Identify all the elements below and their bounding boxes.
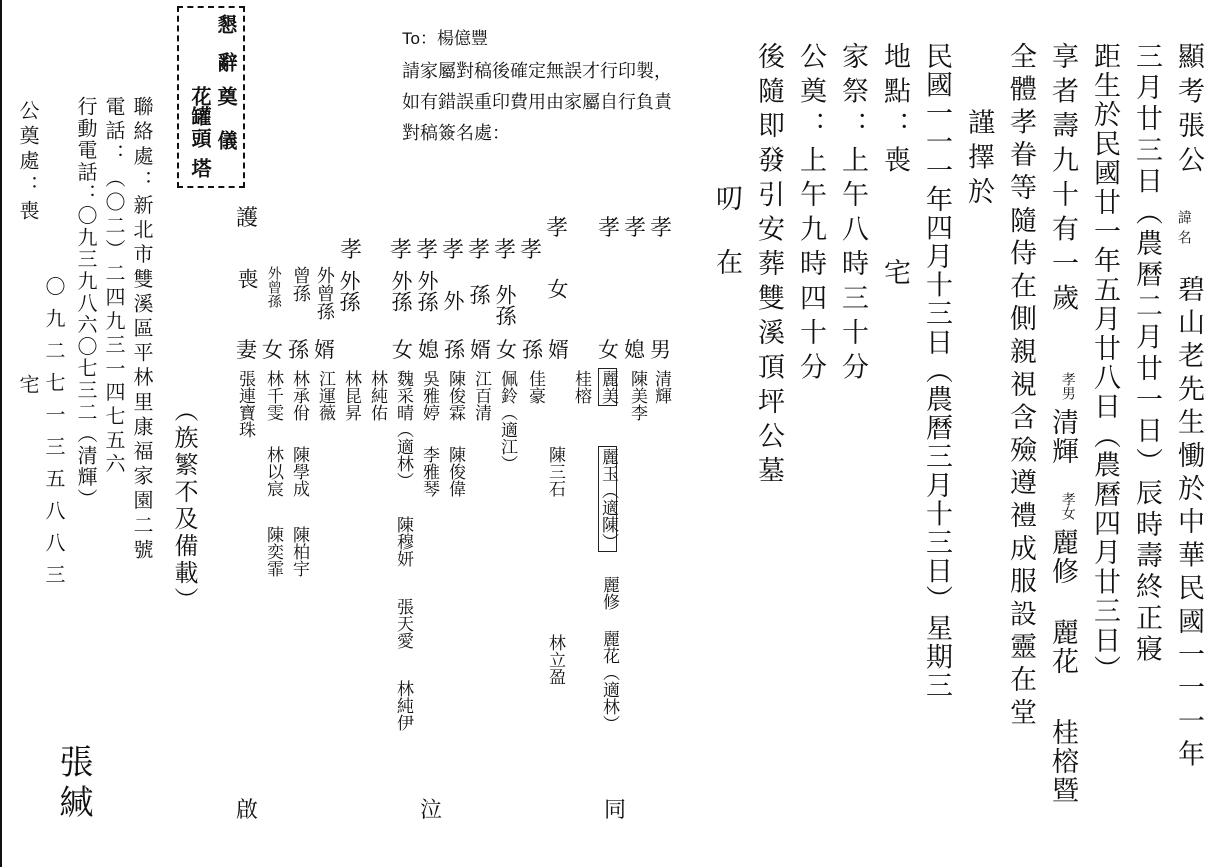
- role-top-8: 孝: [442, 238, 465, 263]
- name-23: 李雅琴: [419, 446, 439, 497]
- role-mid-8: 外曾孫: [313, 266, 335, 320]
- name-18: 麗修: [599, 576, 619, 610]
- main-col-5: 全體孝眷等隨侍在側親視含殮遵禮成服設靈在堂: [1005, 42, 1036, 731]
- note-to: To：楊億豐: [402, 29, 488, 48]
- name-11: 林純佑: [367, 370, 387, 421]
- name-17: 麗玉（適陳）: [598, 448, 618, 550]
- main-col-9: 家祭：上午八時三十分: [837, 42, 868, 387]
- signer-name: 張緘: [53, 744, 93, 824]
- name-15: 林千雯: [263, 370, 283, 421]
- name-24: 陳穆妍: [393, 516, 413, 567]
- role-bottom-10: 女: [392, 338, 413, 362]
- left-edge-line: [0, 0, 2, 867]
- role-top-12: 護: [236, 206, 259, 231]
- role-mid-5: 外孫: [415, 270, 439, 312]
- role-bottom-2: 媳: [624, 338, 645, 362]
- role-top-9: 孝: [416, 238, 439, 263]
- role-mid-3: 孫: [467, 284, 491, 305]
- role-top-4: 孝: [546, 216, 569, 241]
- role-bottom-12: 孫: [288, 338, 309, 362]
- name-1: 清輝: [651, 370, 671, 404]
- name-27: 陳學成: [289, 446, 309, 497]
- main-col-4-son: 清輝: [1047, 408, 1078, 466]
- label-son: 孝男: [1059, 372, 1076, 400]
- note-line-3: 對稿簽名處：: [402, 123, 510, 143]
- main-col-1b: 碧山老先生慟於中華民國一一一年: [1173, 275, 1204, 773]
- note-line-2: 如有錯誤重印費用由家屬自行負責: [402, 92, 672, 112]
- decline-offerings-text-4: 花罐: [188, 86, 212, 126]
- name-29: 林以宸: [263, 446, 283, 497]
- main-col-1: 顯考張公: [1173, 42, 1204, 180]
- role-mid-6: 外孫: [389, 270, 413, 312]
- main-col-12b: 在: [711, 248, 742, 283]
- role-bottom-3: 女: [598, 338, 619, 362]
- name-7: 江百清: [471, 370, 491, 421]
- name-5: 佳豪: [525, 370, 545, 404]
- decline-offerings-text-3: 奠儀: [214, 86, 238, 174]
- main-col-7: 民國一一一年四月十三日（農曆三月十三日）星期三: [921, 42, 952, 700]
- name-13: 江運薇: [315, 370, 335, 421]
- name-4: 桂榕: [571, 370, 591, 404]
- role-top-6: 孝: [494, 238, 517, 263]
- decline-offerings-text-2: 辭: [214, 52, 238, 76]
- main-col-4-dau2: 麗花: [1047, 618, 1078, 676]
- name-22: 陳俊偉: [445, 446, 465, 497]
- role-mid-1: 女: [545, 278, 569, 299]
- name-12: 林昆昇: [341, 370, 361, 421]
- role-bottom-13: 女: [262, 338, 283, 362]
- main-col-4-dau1: 麗修: [1047, 528, 1078, 586]
- role-bottom-14: 妻: [236, 338, 257, 362]
- role-bottom-6: 女: [496, 338, 517, 362]
- decline-offerings-text-6: 塔: [188, 158, 212, 178]
- name-19: 麗花（適林）: [599, 630, 619, 732]
- name-6: 佩鈴（適江）: [497, 370, 517, 472]
- role-bottom-5: 孫: [522, 338, 543, 362]
- name-21: 林立盈: [545, 634, 565, 685]
- contact-memorial-2: 〇九二七一三五八八三: [42, 276, 66, 596]
- name-9: 吳雅婷: [419, 370, 439, 421]
- name-20: 陳三石: [545, 446, 565, 497]
- main-col-2: 三月廿三日（農曆二月廿一日）辰時壽終正寢: [1131, 42, 1162, 666]
- main-col-8a: 地點：喪: [879, 42, 910, 180]
- label-daughter: 孝女: [1059, 492, 1076, 520]
- name-16: 張連寶珠: [235, 370, 255, 438]
- decline-offerings-text-5: 頭: [188, 128, 212, 148]
- role-mid-9: 曾孫: [289, 266, 311, 302]
- main-col-4-rest: 桂榕暨: [1047, 718, 1078, 805]
- role-mid-11: 喪: [235, 268, 259, 289]
- label-taboo-name: 諱名: [1175, 210, 1192, 250]
- bottom-word-announce: 啟: [236, 798, 259, 823]
- contact-phone: 電話：（〇二）二四九三一四七五六: [102, 96, 126, 477]
- role-top-2: 孝: [624, 216, 647, 241]
- contact-mobile: 行動電話：〇九三九八六〇七三二（清輝）: [74, 96, 98, 511]
- contact-memorial: 公奠處：喪: [16, 100, 40, 225]
- name-14: 林承佾: [289, 370, 309, 421]
- role-top-7: 孝: [468, 238, 491, 263]
- role-bottom-9: 媳: [418, 338, 439, 362]
- role-top-11: 孝: [340, 238, 363, 263]
- role-bottom-11: 婿: [314, 338, 335, 362]
- name-26: 林純伊: [393, 680, 413, 731]
- role-mid-2: 外孫: [493, 284, 517, 326]
- name-28: 陳柏宇: [289, 526, 309, 577]
- main-col-3: 距生於民國廿一年五月廿八日（農曆四月廿三日）: [1089, 42, 1120, 685]
- bottom-word-weep: 泣: [420, 798, 443, 823]
- role-top-3: 孝: [598, 216, 621, 241]
- name-8: 陳俊霖: [445, 370, 465, 421]
- role-top-1: 孝: [650, 216, 673, 241]
- name-2: 陳美李: [627, 370, 647, 421]
- main-col-10: 公奠：上午九時四十分: [795, 42, 826, 387]
- role-top-5: 孝: [520, 238, 543, 263]
- main-col-4a: 享者壽九十有一歲: [1047, 42, 1078, 318]
- contact-address: 聯絡處：新北市雙溪區平林里康福家園二號: [130, 96, 154, 564]
- name-3: 麗美: [598, 370, 618, 404]
- note-line-1: 請家屬對稿後確定無誤才行印製，: [402, 61, 672, 81]
- role-bottom-4: 婿: [548, 338, 569, 362]
- role-mid-10: 外曾孫: [265, 266, 282, 308]
- name-30: 陳奕霏: [263, 526, 283, 577]
- decline-offerings-text-1: 懇: [214, 14, 238, 38]
- role-top-10: 孝: [390, 238, 413, 263]
- main-col-12a: 叨: [711, 184, 742, 219]
- role-bottom-7: 婿: [470, 338, 491, 362]
- name-10: 魏采晴（適林）: [393, 370, 413, 489]
- main-col-11: 後隨即發引安葬雙溪頂坪公墓: [753, 42, 784, 491]
- role-mid-4: 外: [441, 290, 465, 311]
- main-col-6: 謹擇於: [963, 108, 994, 212]
- contact-memorial-3: 宅: [16, 374, 40, 396]
- role-bottom-8: 孫: [444, 338, 465, 362]
- bottom-word-same: 同: [604, 798, 627, 823]
- name-25: 張天愛: [393, 598, 413, 649]
- role-bottom-1: 男: [650, 338, 671, 362]
- role-mid-7: 外孫: [337, 270, 361, 312]
- not-listed-note: （族繁不及備載）: [170, 398, 198, 614]
- main-col-8b: 宅: [879, 258, 910, 293]
